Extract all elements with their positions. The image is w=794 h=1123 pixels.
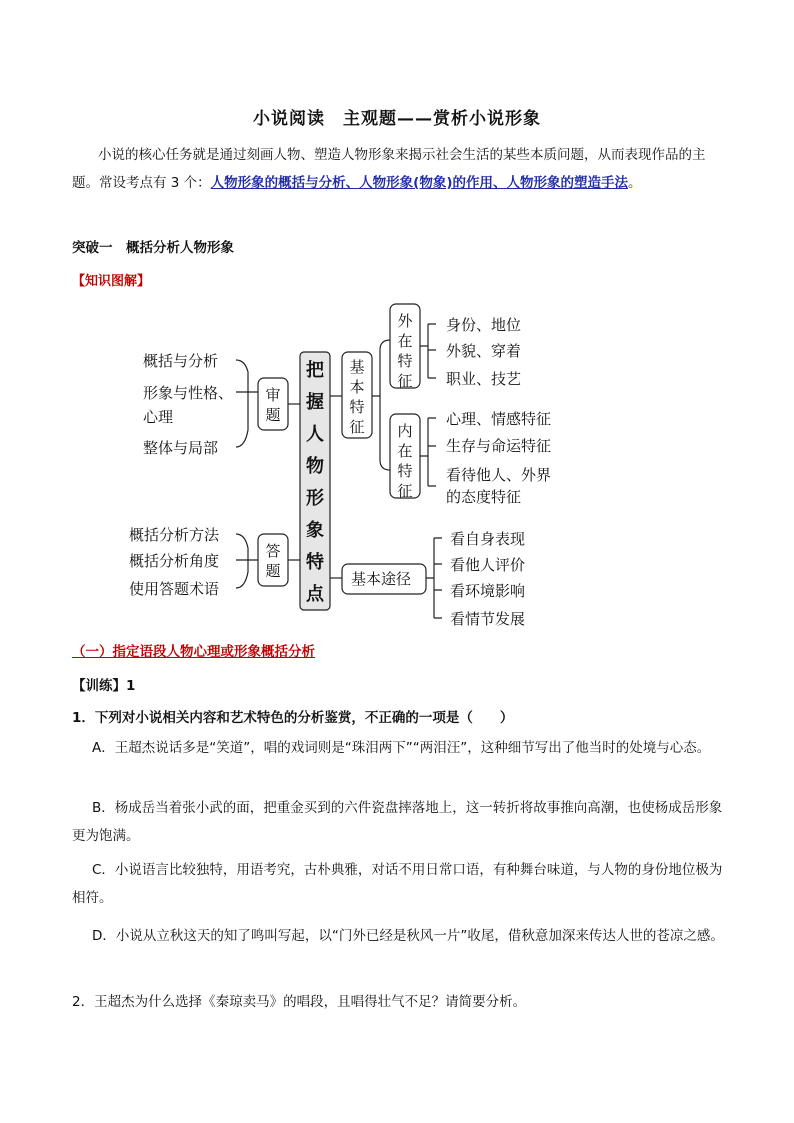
- route-item-1: 看自身表现: [450, 530, 526, 548]
- question-1: 1．下列对小说相关内容和艺术特色的分析鉴赏，不正确的一项是（ ）: [72, 710, 514, 726]
- inner-item-4: 的态度特征: [446, 488, 522, 506]
- subsection-heading: （一）指定语段人物心理或形象概括分析: [72, 644, 315, 660]
- outer-item-2: 外貌、穿着: [446, 342, 522, 360]
- label-inner: 内在特征: [397, 422, 413, 500]
- left-bottom-item-3: 使用答题术语: [129, 580, 220, 598]
- knowledge-tag: 【知识图解】: [72, 274, 151, 289]
- bracket-left-bottom: [236, 534, 258, 588]
- inner-item-1: 心理、情感特征: [446, 410, 552, 428]
- route-item-4: 看情节发展: [450, 610, 526, 628]
- outer-item-3: 职业、技艺: [446, 370, 522, 388]
- intro-text: 小说的核心任务就是通过刻画人物、塑造人物形象来揭示社会生活的某些本质问题，从而表现作品的主题。常设考点有 3 个：: [72, 147, 706, 191]
- label-dati: 答题: [265, 542, 281, 580]
- label-center: 把握人物形象特点: [306, 360, 324, 605]
- training-label: 【训练】1: [72, 678, 136, 694]
- left-bottom-item-1: 概括分析方法: [129, 526, 220, 544]
- basic-route-label: 基本途径: [351, 570, 412, 588]
- left-top-item-4: 整体与局部: [143, 439, 219, 457]
- option-a: A．王超杰说话多是“笑道”，唱的戏词则是“珠泪两下”“两泪汪”，这种细节写出了他当时的处境与心态。: [92, 740, 711, 756]
- page-title: 小说阅读 主观题——赏析小说形象: [253, 109, 541, 129]
- route-item-3: 看环境影响: [450, 582, 526, 600]
- left-top-item-3: 心理: [143, 408, 174, 426]
- left-top-item-2: 形象与性格、: [143, 384, 234, 402]
- inner-item-2: 生存与命运特征: [446, 437, 552, 455]
- intro-end: 。: [628, 175, 642, 191]
- label-outer: 外在特征: [397, 312, 413, 390]
- option-b: B．杨成岳当着张小武的面，把重金买到的六件瓷盘摔落地上，这一转折将故事推向高潮，也使杨成岳形象更为饱满。: [72, 800, 723, 844]
- question-2: 2．王超杰为什么选择《秦琼卖马》的唱段，且唱得壮气不足？请简要分析。: [72, 994, 527, 1010]
- inner-item-3: 看待他人、外界: [446, 466, 552, 484]
- route-item-2: 看他人评价: [450, 556, 526, 574]
- option-d: D．小说从立秋这天的知了鸣叫写起，以“门外已经是秋风一片”收尾，借秋意加深来传达人世的苍凉之感。: [92, 928, 724, 944]
- option-c: C．小说语言比较独特，用语考究，古朴典雅，对话不用日常口语，有种舞台味道，与人物的身份地位极为相符。: [72, 862, 723, 906]
- label-basic-features: 基本特征: [349, 358, 365, 436]
- outer-item-1: 身份、地位: [446, 316, 522, 334]
- left-top-item-1: 概括与分析: [143, 352, 219, 370]
- left-bottom-item-2: 概括分析角度: [129, 552, 220, 570]
- bracket-left-top: [236, 360, 258, 447]
- section-heading: 突破一 概括分析人物形象: [72, 240, 234, 256]
- intro-highlight: 人物形象的概括与分析、人物形象(物象)的作用、人物形象的塑造手法: [210, 175, 629, 191]
- label-shenti: 审题: [265, 386, 281, 424]
